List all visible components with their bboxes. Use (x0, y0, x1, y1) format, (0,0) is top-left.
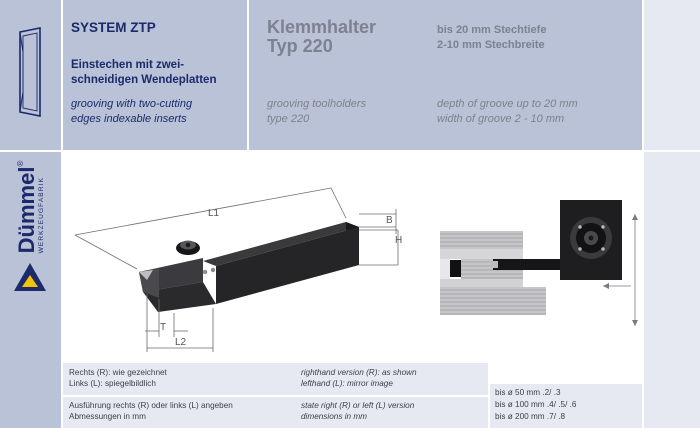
system-description-de-line1: Einstechen mit zwei- (71, 59, 185, 71)
dim-label-t: T (160, 322, 167, 333)
insert-icon (10, 22, 50, 122)
tolerance-line-3: bis ø 200 mm .7/ .8 (495, 412, 566, 421)
product-spec-de (437, 23, 546, 53)
tolerance-box (490, 384, 642, 428)
system-description-en-line2: edges indexable inserts (71, 113, 187, 125)
notes-row-1 (63, 363, 488, 395)
product-panel (249, 0, 642, 150)
notes-row-2-de-line1: Ausführung rechts (R) oder links (L) angeben (69, 401, 233, 410)
system-description-de (71, 58, 216, 88)
notes-row-2 (63, 397, 488, 428)
dim-label-b: B (386, 215, 393, 226)
product-title-line1: Klemmhalter (267, 17, 377, 37)
product-title-line2: Typ 220 (267, 36, 333, 56)
technical-drawing (63, 152, 642, 362)
application-sketch (440, 200, 638, 326)
notes-row-1-en (301, 367, 417, 389)
product-description-en (267, 97, 366, 127)
right-column (644, 152, 700, 428)
notes-row-1-de-line1: Rechts (R): wie gezeichnet (69, 368, 167, 377)
brand-name: Dümmel (14, 166, 39, 254)
notes-row-1-de-line2: Links (L): spiegelbildlich (69, 379, 156, 388)
system-description-de-line2: schneidigen Wendeplatten (71, 74, 217, 86)
product-spec-de-line1: bis 20 mm Stechtiefe (437, 24, 547, 36)
tolerance-line-1: bis ø 50 mm .2/ .3 (495, 388, 561, 397)
brand-tagline: WERKZEUGFABRIK (38, 177, 45, 254)
product-title (267, 18, 376, 56)
dim-label-h: H (395, 235, 403, 246)
product-spec-en-line2: width of groove 2 - 10 mm (437, 113, 565, 125)
dim-label-l2: L2 (175, 337, 187, 348)
system-panel (63, 0, 247, 150)
product-description-en-line1: grooving toolholders (267, 98, 367, 110)
notes-row-2-en-line1: state right (R) or left (L) version (301, 401, 415, 410)
brand-registered-mark: ® (16, 160, 25, 167)
notes-row-1-en-line2: lefthand (L): mirror image (301, 379, 393, 388)
brand-wordmark (2, 157, 60, 257)
header-corner-panel (644, 0, 700, 150)
brand-logo-icon (13, 262, 47, 294)
toolholder-drawing (139, 222, 359, 312)
product-spec-en-line1: depth of groove up to 20 mm (437, 98, 578, 110)
system-description-en-line1: grooving with two-cutting (71, 98, 193, 110)
notes-row-2-en (301, 400, 414, 422)
product-spec-de-line2: 2-10 mm Stechbreite (437, 39, 545, 51)
tolerance-list (495, 387, 576, 423)
system-title: SYSTEM ZTP (71, 20, 156, 35)
notes-row-1-en-line1: righthand version (R): as shown (301, 368, 417, 377)
system-description-en (71, 97, 192, 127)
tolerance-line-2: bis ø 100 mm .4/ .5/ .6 (495, 400, 577, 409)
notes-row-2-de (69, 400, 233, 422)
dim-label-l1: L1 (208, 208, 220, 219)
notes-row-2-de-line2: Abmessungen in mm (69, 412, 146, 421)
product-description-en-line2: type 220 (267, 113, 310, 125)
notes-row-1-de (69, 367, 167, 389)
product-spec-en (437, 97, 578, 127)
notes-row-2-en-line2: dimensions in mm (301, 412, 367, 421)
